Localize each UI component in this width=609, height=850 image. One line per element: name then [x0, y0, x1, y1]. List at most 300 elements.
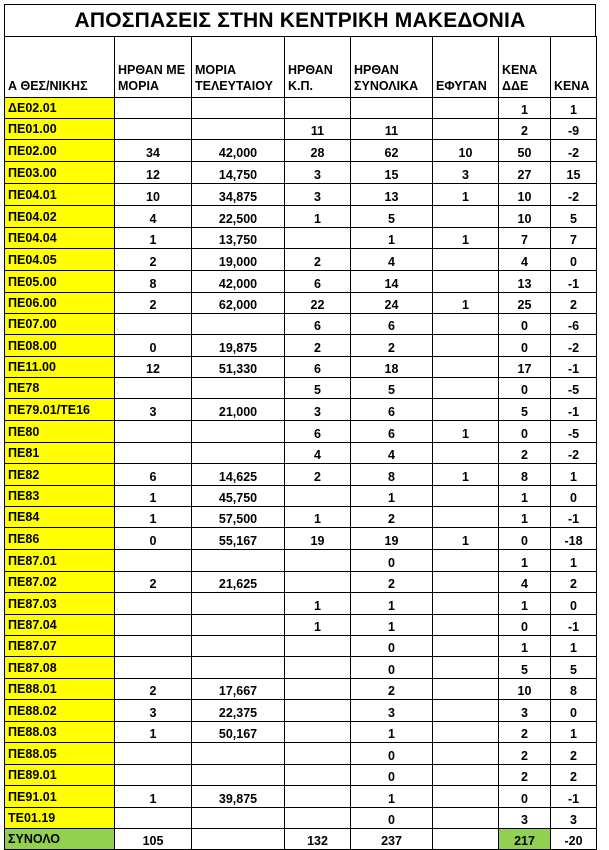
value-cell: 1 — [551, 722, 597, 743]
value-cell — [433, 829, 499, 850]
value-cell: 3 — [433, 162, 499, 184]
value-cell: 25 — [499, 293, 551, 314]
value-cell: 10 — [115, 184, 192, 206]
value-cell — [192, 593, 285, 615]
value-cell: 62 — [351, 140, 433, 162]
value-cell — [115, 550, 192, 572]
value-cell: 3 — [285, 184, 351, 206]
value-cell — [192, 119, 285, 140]
value-cell — [115, 443, 192, 464]
value-cell — [285, 657, 351, 679]
value-cell: 1 — [433, 228, 499, 249]
specialty-code-cell: ΠΕ03.00 — [5, 162, 115, 184]
value-cell — [433, 572, 499, 593]
value-cell: 18 — [351, 357, 433, 378]
value-cell — [433, 636, 499, 657]
value-cell: 1 — [351, 722, 433, 743]
value-cell: 1 — [285, 615, 351, 636]
table-row — [5, 507, 597, 528]
value-cell: 55,167 — [192, 528, 285, 550]
value-cell — [433, 550, 499, 572]
table-row — [5, 184, 597, 206]
value-cell: 6 — [285, 421, 351, 443]
value-cell: 4 — [115, 206, 192, 228]
specialty-code-cell: ΠΕ04.01 — [5, 184, 115, 206]
specialty-code-cell: ΠΕ05.00 — [5, 271, 115, 293]
value-cell: 1 — [499, 593, 551, 615]
table-row — [5, 399, 597, 421]
value-cell: 3 — [551, 808, 597, 829]
value-cell — [433, 98, 499, 119]
value-cell: 50,167 — [192, 722, 285, 743]
value-cell: 2 — [551, 743, 597, 765]
table-row — [5, 335, 597, 357]
value-cell: 13,750 — [192, 228, 285, 249]
value-cell — [351, 98, 433, 119]
specialty-code-cell: ΠΕ88.02 — [5, 700, 115, 722]
value-cell: 2 — [551, 293, 597, 314]
value-cell — [115, 98, 192, 119]
value-cell: -6 — [551, 314, 597, 335]
value-cell: 17 — [499, 357, 551, 378]
value-cell — [285, 808, 351, 829]
value-cell — [433, 615, 499, 636]
value-cell: 22,375 — [192, 700, 285, 722]
value-cell: -1 — [551, 507, 597, 528]
value-cell: 0 — [499, 314, 551, 335]
table-row — [5, 228, 597, 249]
table-title: ΑΠΟΣΠΑΣΕΙΣ ΣΤΗΝ ΚΕΝΤΡΙΚΗ ΜΑΚΕΔΟΝΙΑ — [4, 4, 596, 36]
value-cell: -1 — [551, 271, 597, 293]
value-cell: -5 — [551, 421, 597, 443]
value-cell: 1 — [499, 550, 551, 572]
value-cell: 12 — [115, 162, 192, 184]
value-cell: 2 — [499, 443, 551, 464]
header-cell: ΚΕΝΑ — [551, 37, 597, 98]
header-cell: ΚΕΝΑ ΔΔΕ — [499, 37, 551, 98]
table-row — [5, 636, 597, 657]
value-cell: 0 — [499, 615, 551, 636]
value-cell — [433, 335, 499, 357]
value-cell: -2 — [551, 335, 597, 357]
value-cell: 2 — [115, 572, 192, 593]
specialty-code-cell: ΠΕ07.00 — [5, 314, 115, 335]
specialty-code-cell: ΠΕ11.00 — [5, 357, 115, 378]
value-cell: 3 — [115, 399, 192, 421]
value-cell — [285, 743, 351, 765]
value-cell — [192, 314, 285, 335]
table-row — [5, 206, 597, 228]
value-cell — [115, 593, 192, 615]
value-cell — [285, 722, 351, 743]
table-row — [5, 550, 597, 572]
table-row — [5, 162, 597, 184]
value-cell: 0 — [351, 550, 433, 572]
value-cell — [433, 507, 499, 528]
value-cell: -1 — [551, 399, 597, 421]
value-cell: 12 — [115, 357, 192, 378]
value-cell: 8 — [115, 271, 192, 293]
value-cell: 0 — [499, 378, 551, 399]
table-row — [5, 119, 597, 140]
value-cell: -2 — [551, 140, 597, 162]
value-cell: 2 — [499, 722, 551, 743]
value-cell: 0 — [351, 636, 433, 657]
value-cell: 19 — [351, 528, 433, 550]
value-cell: 6 — [285, 357, 351, 378]
value-cell: 21,000 — [192, 399, 285, 421]
value-cell: 217 — [499, 829, 551, 850]
value-cell: 2 — [351, 572, 433, 593]
table-row — [5, 293, 597, 314]
specialty-code-cell: ΠΕ87.01 — [5, 550, 115, 572]
value-cell: 19,000 — [192, 249, 285, 271]
value-cell: 14,625 — [192, 464, 285, 486]
value-cell: 6 — [285, 314, 351, 335]
value-cell: 1 — [499, 507, 551, 528]
value-cell: 34,875 — [192, 184, 285, 206]
table-row — [5, 528, 597, 550]
table-row — [5, 743, 597, 765]
value-cell — [433, 743, 499, 765]
value-cell: 1 — [433, 293, 499, 314]
value-cell — [433, 593, 499, 615]
data-table — [4, 36, 597, 850]
value-cell: 5 — [499, 399, 551, 421]
value-cell: 1 — [351, 593, 433, 615]
table-row — [5, 357, 597, 378]
value-cell: 3 — [285, 162, 351, 184]
value-cell: 13 — [351, 184, 433, 206]
value-cell: 2 — [115, 679, 192, 700]
table-row — [5, 249, 597, 271]
value-cell: 3 — [499, 808, 551, 829]
value-cell: 7 — [499, 228, 551, 249]
value-cell — [115, 743, 192, 765]
value-cell: 0 — [351, 657, 433, 679]
header-cell: ΕΦΥΓΑΝ — [433, 37, 499, 98]
specialty-code-cell: ΠΕ88.03 — [5, 722, 115, 743]
value-cell — [192, 443, 285, 464]
specialty-code-cell: ΠΕ82 — [5, 464, 115, 486]
value-cell: 1 — [115, 228, 192, 249]
specialty-code-cell: ΠΕ81 — [5, 443, 115, 464]
value-cell: 0 — [551, 593, 597, 615]
value-cell — [433, 249, 499, 271]
value-cell: 13 — [499, 271, 551, 293]
value-cell — [285, 765, 351, 786]
value-cell — [285, 228, 351, 249]
value-cell — [115, 378, 192, 399]
value-cell: -18 — [551, 528, 597, 550]
value-cell: 6 — [351, 421, 433, 443]
value-cell: 10 — [499, 206, 551, 228]
value-cell — [433, 271, 499, 293]
value-cell: 2 — [285, 335, 351, 357]
value-cell: -2 — [551, 184, 597, 206]
value-cell: 21,625 — [192, 572, 285, 593]
specialty-code-cell: ΠΕ06.00 — [5, 293, 115, 314]
specialty-code-cell: ΠΕ04.02 — [5, 206, 115, 228]
value-cell: 1 — [551, 98, 597, 119]
value-cell: 1 — [351, 786, 433, 808]
value-cell: 8 — [351, 464, 433, 486]
value-cell: 6 — [351, 399, 433, 421]
value-cell: 15 — [351, 162, 433, 184]
value-cell: -20 — [551, 829, 597, 850]
value-cell: 0 — [499, 786, 551, 808]
value-cell — [115, 314, 192, 335]
value-cell — [192, 636, 285, 657]
value-cell: -1 — [551, 615, 597, 636]
value-cell: 28 — [285, 140, 351, 162]
value-cell: 5 — [499, 657, 551, 679]
value-cell: 6 — [351, 314, 433, 335]
specialty-code-cell: ΠΕ02.00 — [5, 140, 115, 162]
value-cell — [433, 206, 499, 228]
value-cell — [433, 786, 499, 808]
value-cell: 8 — [499, 464, 551, 486]
value-cell: 1 — [351, 486, 433, 507]
value-cell: 22,500 — [192, 206, 285, 228]
value-cell: 5 — [351, 378, 433, 399]
value-cell — [192, 829, 285, 850]
specialty-code-cell: ΠΕ78 — [5, 378, 115, 399]
value-cell: 4 — [499, 572, 551, 593]
table-row — [5, 700, 597, 722]
value-cell — [115, 615, 192, 636]
value-cell: 1 — [551, 550, 597, 572]
value-cell: 7 — [551, 228, 597, 249]
header-cell: ΗΡΘΑΝ Κ.Π. — [285, 37, 351, 98]
table-row — [5, 271, 597, 293]
header-cell: Α ΘΕΣ/ΝΙΚΗΣ — [5, 37, 115, 98]
header-row — [5, 37, 597, 98]
value-cell: 237 — [351, 829, 433, 850]
value-cell: 6 — [115, 464, 192, 486]
table-row — [5, 615, 597, 636]
table-row — [5, 657, 597, 679]
value-cell: 2 — [285, 249, 351, 271]
value-cell: 1 — [351, 615, 433, 636]
value-cell — [115, 765, 192, 786]
table-row — [5, 140, 597, 162]
value-cell — [285, 550, 351, 572]
value-cell — [433, 808, 499, 829]
value-cell — [192, 765, 285, 786]
value-cell: 1 — [433, 528, 499, 550]
table-row — [5, 572, 597, 593]
value-cell: 2 — [551, 765, 597, 786]
value-cell: 57,500 — [192, 507, 285, 528]
value-cell: 5 — [285, 378, 351, 399]
specialty-code-cell: ΠΕ01.00 — [5, 119, 115, 140]
table-row — [5, 765, 597, 786]
table-body — [5, 98, 597, 850]
value-cell: 0 — [351, 808, 433, 829]
value-cell — [192, 550, 285, 572]
table-row — [5, 314, 597, 335]
specialty-code-cell: ΠΕ89.01 — [5, 765, 115, 786]
value-cell: 39,875 — [192, 786, 285, 808]
value-cell: 2 — [115, 249, 192, 271]
header-cell: ΗΡΘΑΝ ΜΕ ΜΟΡΙΑ — [115, 37, 192, 98]
value-cell — [285, 98, 351, 119]
value-cell: 2 — [351, 335, 433, 357]
value-cell — [285, 486, 351, 507]
value-cell: 51,330 — [192, 357, 285, 378]
value-cell: 1 — [115, 786, 192, 808]
value-cell: 5 — [551, 657, 597, 679]
specialty-code-cell: ΣΥΝΟΛΟ — [5, 829, 115, 850]
value-cell: 4 — [499, 249, 551, 271]
header-cell: ΜΟΡΙΑ ΤΕΛΕΥΤΑΙΟΥ — [192, 37, 285, 98]
value-cell: 42,000 — [192, 140, 285, 162]
value-cell: 0 — [551, 700, 597, 722]
table-row — [5, 808, 597, 829]
value-cell — [433, 399, 499, 421]
value-cell: 2 — [499, 743, 551, 765]
value-cell: -1 — [551, 786, 597, 808]
value-cell: 0 — [499, 528, 551, 550]
value-cell: 24 — [351, 293, 433, 314]
value-cell: 10 — [499, 679, 551, 700]
value-cell — [115, 636, 192, 657]
value-cell: 15 — [551, 162, 597, 184]
value-cell: 14,750 — [192, 162, 285, 184]
value-cell — [192, 657, 285, 679]
header-cell: ΗΡΘΑΝ ΣΥΝΟΛΙΚΑ — [351, 37, 433, 98]
table-row — [5, 786, 597, 808]
value-cell: 1 — [115, 722, 192, 743]
value-cell — [115, 808, 192, 829]
value-cell: 2 — [351, 507, 433, 528]
value-cell: 1 — [499, 486, 551, 507]
value-cell: 3 — [285, 399, 351, 421]
value-cell: 1 — [285, 593, 351, 615]
value-cell: 0 — [351, 765, 433, 786]
value-cell — [192, 421, 285, 443]
value-cell: 0 — [115, 335, 192, 357]
value-cell: 1 — [433, 184, 499, 206]
value-cell — [285, 786, 351, 808]
specialty-code-cell: ΠΕ87.02 — [5, 572, 115, 593]
value-cell: 1 — [115, 507, 192, 528]
spreadsheet — [4, 4, 596, 850]
value-cell: 19 — [285, 528, 351, 550]
value-cell: 34 — [115, 140, 192, 162]
specialty-code-cell: ΠΕ87.04 — [5, 615, 115, 636]
value-cell: 11 — [351, 119, 433, 140]
specialty-code-cell: ΠΕ83 — [5, 486, 115, 507]
table-row — [5, 98, 597, 119]
value-cell: 27 — [499, 162, 551, 184]
specialty-code-cell: ΠΕ88.05 — [5, 743, 115, 765]
value-cell: 2 — [499, 119, 551, 140]
value-cell: 1 — [115, 486, 192, 507]
table-row — [5, 378, 597, 399]
specialty-code-cell: ΠΕ80 — [5, 421, 115, 443]
value-cell: 50 — [499, 140, 551, 162]
value-cell: 0 — [351, 743, 433, 765]
value-cell: 1 — [285, 507, 351, 528]
value-cell: 1 — [551, 636, 597, 657]
specialty-code-cell: ΠΕ79.01/ΤΕ16 — [5, 399, 115, 421]
specialty-code-cell: ΠΕ86 — [5, 528, 115, 550]
table-row — [5, 679, 597, 700]
value-cell — [192, 98, 285, 119]
value-cell — [285, 636, 351, 657]
value-cell — [433, 657, 499, 679]
specialty-code-cell: ΠΕ88.01 — [5, 679, 115, 700]
value-cell: 4 — [351, 443, 433, 464]
value-cell: 0 — [115, 528, 192, 550]
value-cell: 105 — [115, 829, 192, 850]
value-cell: 8 — [551, 679, 597, 700]
table-row — [5, 421, 597, 443]
value-cell: 1 — [551, 464, 597, 486]
table-row — [5, 593, 597, 615]
value-cell: 3 — [499, 700, 551, 722]
value-cell: 22 — [285, 293, 351, 314]
value-cell: 42,000 — [192, 271, 285, 293]
value-cell — [433, 679, 499, 700]
value-cell — [433, 314, 499, 335]
value-cell — [433, 443, 499, 464]
value-cell: 1 — [351, 228, 433, 249]
table-row — [5, 443, 597, 464]
specialty-code-cell: ΔΕ02.01 — [5, 98, 115, 119]
value-cell: -5 — [551, 378, 597, 399]
value-cell — [433, 765, 499, 786]
value-cell: -9 — [551, 119, 597, 140]
value-cell: 0 — [551, 486, 597, 507]
value-cell: -2 — [551, 443, 597, 464]
value-cell: 1 — [285, 206, 351, 228]
value-cell: 132 — [285, 829, 351, 850]
value-cell — [192, 743, 285, 765]
value-cell — [433, 378, 499, 399]
specialty-code-cell: ΠΕ91.01 — [5, 786, 115, 808]
value-cell — [192, 615, 285, 636]
value-cell — [433, 722, 499, 743]
value-cell — [433, 486, 499, 507]
value-cell: 11 — [285, 119, 351, 140]
specialty-code-cell: ΠΕ87.07 — [5, 636, 115, 657]
specialty-code-cell: ΠΕ87.03 — [5, 593, 115, 615]
table-row — [5, 486, 597, 507]
value-cell: 5 — [351, 206, 433, 228]
specialty-code-cell: ΤΕ01.19 — [5, 808, 115, 829]
total-row — [5, 829, 597, 850]
value-cell: 10 — [499, 184, 551, 206]
value-cell: 19,875 — [192, 335, 285, 357]
value-cell: 17,667 — [192, 679, 285, 700]
value-cell: 1 — [499, 636, 551, 657]
value-cell: 1 — [499, 98, 551, 119]
table-row — [5, 464, 597, 486]
value-cell — [433, 119, 499, 140]
specialty-code-cell: ΠΕ84 — [5, 507, 115, 528]
value-cell: 14 — [351, 271, 433, 293]
value-cell: -1 — [551, 357, 597, 378]
value-cell: 1 — [433, 421, 499, 443]
value-cell: 4 — [351, 249, 433, 271]
table-row — [5, 722, 597, 743]
value-cell: 0 — [551, 249, 597, 271]
value-cell — [115, 657, 192, 679]
value-cell: 0 — [499, 421, 551, 443]
